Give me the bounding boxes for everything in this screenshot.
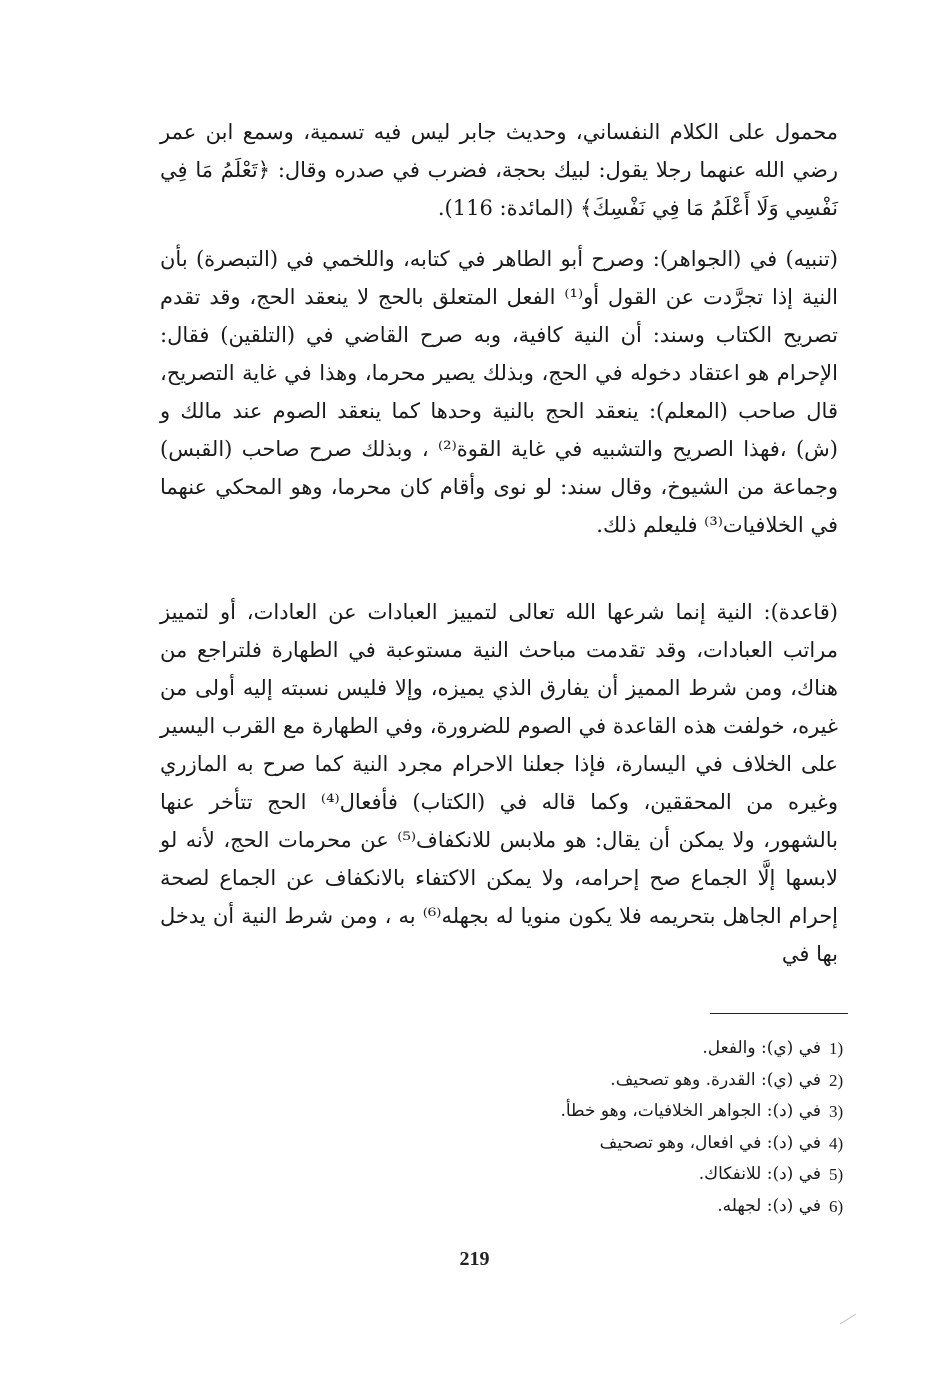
footnote-text: في (د): الجواهر الخلافيات، وهو خطأ.	[560, 1101, 821, 1121]
footnote-number: 1)	[829, 1039, 844, 1058]
footnote-4	[487, 1128, 847, 1160]
footnote-number: 5)	[829, 1165, 844, 1184]
paragraph-1	[160, 113, 838, 227]
footnote-text: في (ي): القدرة. وهو تصحيف.	[610, 1069, 821, 1090]
footnote-number: 3)	[829, 1102, 844, 1121]
pen-mark	[838, 1312, 858, 1326]
paragraph-3-text: (قاعدة): النية إنما شرعها الله تعالى لتمييز العبادات عن العادات، أو لتمييز مراتب العبادات، وقد تقدمت مباحث النية مستوعبة في الطهارة فلتراجع من هناك، ومن شرط المميز أن يفارق الذي يميزه، وإلا فليس نسبته إليه أولى من غيره، خولفت هذه القاعدة في الصوم للضرورة، وفي الطهارة مع القرب اليسير على الخلاف في اليسارة، فإذا جعلنا الاحرام مجرد النية كما صرح به المازري وغيره من المحققين، وكما قاله في (الكتاب) فأفعال⁽⁴⁾ الحج تتأخر عنها بالشهور، ولا يمكن أن يقال: هو ملابس للانكفاف⁽⁵⁾ عن محرمات الحج، لأنه لو لابسها إلَّا الجماع صح إحرامه، ولا يمكن الاكتفاء بالانكفاف عن الجماع لصحة إحرام الجاهل بتحريمه فلا يكون منويا له بجهله⁽⁶⁾ به ، ومن شرط النية أن يدخل بها في	[160, 600, 839, 966]
paragraph-2-text: (تنبيه) في (الجواهر): وصرح أبو الطاهر في كتابه، واللخمي في (التبصرة) بأن النية إذا تجرَّدت عن القول أو⁽¹⁾ الفعل المتعلق بالحج لا ينعقد الحج، وقد تقدم تصريح الكتاب وسند: أن النية كافية، وبه صرح القاضي في (التلقين) فقال: الإحرام هو اعتقاد دخوله في الحج، وبذلك يصير محرما، وهذا في غاية التصريح، قال صاحب (المعلم): ينعقد الحج بالنية وحدها كما ينعقد الصوم عند مالك و (ش) ،فهذا الصريح والتشبيه في غاية القوة⁽²⁾ ، وبذلك صرح صاحب (القبس) وجماعة من الشيوخ، وقال سند: لو نوى وأقام كان محرما، وهو المحكي عنهما في الخلافيات⁽³⁾ فليعلم ذلك.	[160, 247, 838, 537]
footnote-3	[487, 1096, 847, 1128]
footnote-text: في (د): للانفكاك.	[698, 1164, 821, 1184]
footnote-number: 6)	[829, 1196, 844, 1216]
paragraph-1-text: محمول على الكلام النفساني، وحديث جابر ليس فيه تسمية، وسمع ابن عمر رضي الله عنهما رجلا يقول: لبيك بحجة، فضرب في صدره وقال: ﴿تَعْلَمُ مَا فِي نَفْسِي وَلَا أَعْلَمُ مَا فِي نَفْسِكَ﴾ (المائدة: 116).	[160, 120, 838, 220]
footnote-6	[487, 1191, 847, 1223]
footnote-text: في (ي): والفعل.	[702, 1038, 821, 1058]
page-number: 219	[459, 1248, 490, 1270]
footnotes	[487, 1033, 847, 1222]
footnote-text: في (د): لجهله.	[717, 1195, 821, 1216]
footnote-1	[487, 1033, 847, 1065]
footnote-number: 4)	[829, 1133, 844, 1153]
paragraph-3	[160, 593, 838, 973]
footnote-number: 2)	[829, 1070, 844, 1090]
footnote-text: في (د): في افعال، وهو تصحيف	[599, 1132, 821, 1153]
footnote-5	[487, 1159, 847, 1191]
paragraph-2	[160, 240, 838, 544]
footnote-2	[487, 1065, 847, 1097]
footnote-separator	[710, 1013, 848, 1014]
